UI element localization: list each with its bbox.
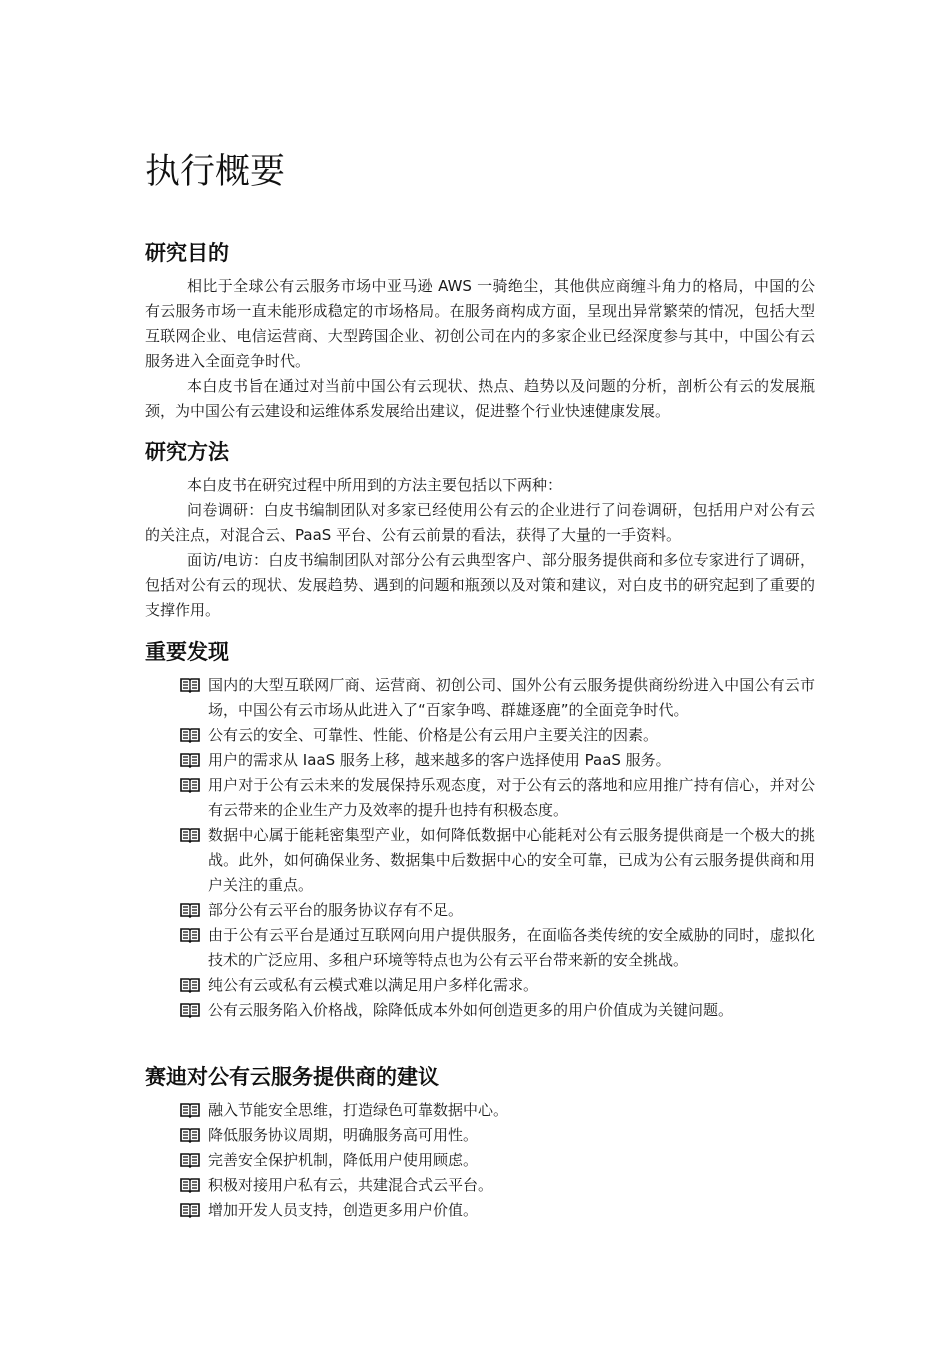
finding-item [145, 748, 815, 773]
open-book-icon [180, 1202, 200, 1218]
open-book-icon [180, 902, 200, 918]
finding-item-text: 国内的大型互联网厂商、运营商、初创公司、国外公有云服务提供商纷纷进入中国公有云市场，中国公有云市场从此进入了“百家争鸣、群雄逐鹿”的全面竞争时代。 [208, 676, 815, 719]
recommendation-item [145, 1148, 815, 1173]
finding-item [145, 923, 815, 973]
open-book-icon [180, 927, 200, 943]
section-heading: 研究目的 [145, 241, 229, 265]
finding-item [145, 898, 815, 923]
finding-item [145, 673, 815, 723]
section-research-purpose [145, 238, 815, 424]
finding-item-text: 公有云的安全、可靠性、性能、价格是公有云用户主要关注的因素。 [208, 726, 659, 744]
open-book-icon [180, 752, 200, 768]
open-book-icon [180, 1127, 200, 1143]
finding-item [145, 723, 815, 748]
recommendation-item [145, 1098, 815, 1123]
paragraph: 问卷调研：白皮书编制团队对多家已经使用公有云的企业进行了问卷调研，包括用户对公有云的关注点，对混合云、PaaS 平台、公有云前景的看法，获得了大量的一手资料。 [145, 501, 815, 544]
section-recommendations [145, 1062, 815, 1223]
recommendation-item-text: 融入节能安全思维，打造绿色可靠数据中心。 [208, 1101, 509, 1119]
paragraph: 面访/电访：白皮书编制团队对部分公有云典型客户、部分服务提供商和多位专家进行了调研，包括对公有云的现状、发展趋势、遇到的问题和瓶颈以及对策和建议，对白皮书的研究起到了重要的支撑作用。 [145, 551, 815, 619]
open-book-icon [180, 727, 200, 743]
finding-item-text: 数据中心属于能耗密集型产业，如何降低数据中心能耗对公有云服务提供商是一个极大的挑战。此外，如何确保业务、数据集中后数据中心的安全可靠，已成为公有云服务提供商和用户关注的重点。 [208, 826, 815, 894]
finding-item-text: 纯公有云或私有云模式难以满足用户多样化需求。 [208, 976, 539, 994]
open-book-icon [180, 1002, 200, 1018]
recommendation-item [145, 1123, 815, 1148]
open-book-icon [180, 1152, 200, 1168]
recommendation-item [145, 1173, 815, 1198]
finding-item-text: 公有云服务陷入价格战，除降低成本外如何创造更多的用户价值成为关键问题。 [208, 1001, 734, 1019]
section-key-findings [145, 637, 815, 1023]
section-heading: 研究方法 [145, 440, 229, 464]
page-title: 执行概要 [145, 152, 286, 192]
finding-item [145, 973, 815, 998]
recommendation-item-text: 完善安全保护机制，降低用户使用顾虑。 [208, 1151, 479, 1169]
finding-item [145, 823, 815, 898]
recommendation-item-text: 增加开发人员支持，创造更多用户价值。 [208, 1201, 479, 1219]
paragraph: 本白皮书旨在通过对当前中国公有云现状、热点、趋势以及问题的分析，剖析公有云的发展瓶颈，为中国公有云建设和运维体系发展给出建议，促进整个行业快速健康发展。 [145, 377, 815, 420]
section-heading: 赛迪对公有云服务提供商的建议 [145, 1065, 439, 1089]
open-book-icon [180, 1102, 200, 1118]
finding-item-text: 用户的需求从 IaaS 服务上移，越来越多的客户选择使用 PaaS 服务。 [208, 751, 671, 769]
open-book-icon [180, 777, 200, 793]
paragraph: 相比于全球公有云服务市场中亚马逊 AWS 一骑绝尘，其他供应商缠斗角力的格局，中国的公有云服务市场一直未能形成稳定的市场格局。在服务商构成方面，呈现出异常繁荣的情况，包括大型互联网企业、电信运营商、大型跨国企业、初创公司在内的多家企业已经深度参与其中，中国公有云服务进入全面竞争时代。 [145, 277, 815, 370]
findings-list [145, 673, 815, 1023]
section-heading: 重要发现 [145, 640, 229, 664]
finding-item-text: 部分公有云平台的服务协议存有不足。 [208, 901, 464, 919]
recommendation-item [145, 1198, 815, 1223]
open-book-icon [180, 827, 200, 843]
finding-item-text: 用户对于公有云未来的发展保持乐观态度，对于公有云的落地和应用推广持有信心，并对公有云带来的企业生产力及效率的提升也持有积极态度。 [208, 776, 815, 819]
recommendations-list [145, 1098, 815, 1223]
open-book-icon [180, 677, 200, 693]
finding-item-text: 由于公有云平台是通过互联网向用户提供服务，在面临各类传统的安全威胁的同时，虚拟化技术的广泛应用、多租户环境等特点也为公有云平台带来新的安全挑战。 [208, 926, 815, 969]
finding-item [145, 998, 815, 1023]
paragraph: 本白皮书在研究过程中所用到的方法主要包括以下两种： [187, 476, 563, 494]
recommendation-item-text: 积极对接用户私有云，共建混合式云平台。 [208, 1176, 494, 1194]
recommendation-item-text: 降低服务协议周期，明确服务高可用性。 [208, 1126, 479, 1144]
open-book-icon [180, 977, 200, 993]
section-research-method [145, 437, 815, 623]
open-book-icon [180, 1177, 200, 1193]
finding-item [145, 773, 815, 823]
